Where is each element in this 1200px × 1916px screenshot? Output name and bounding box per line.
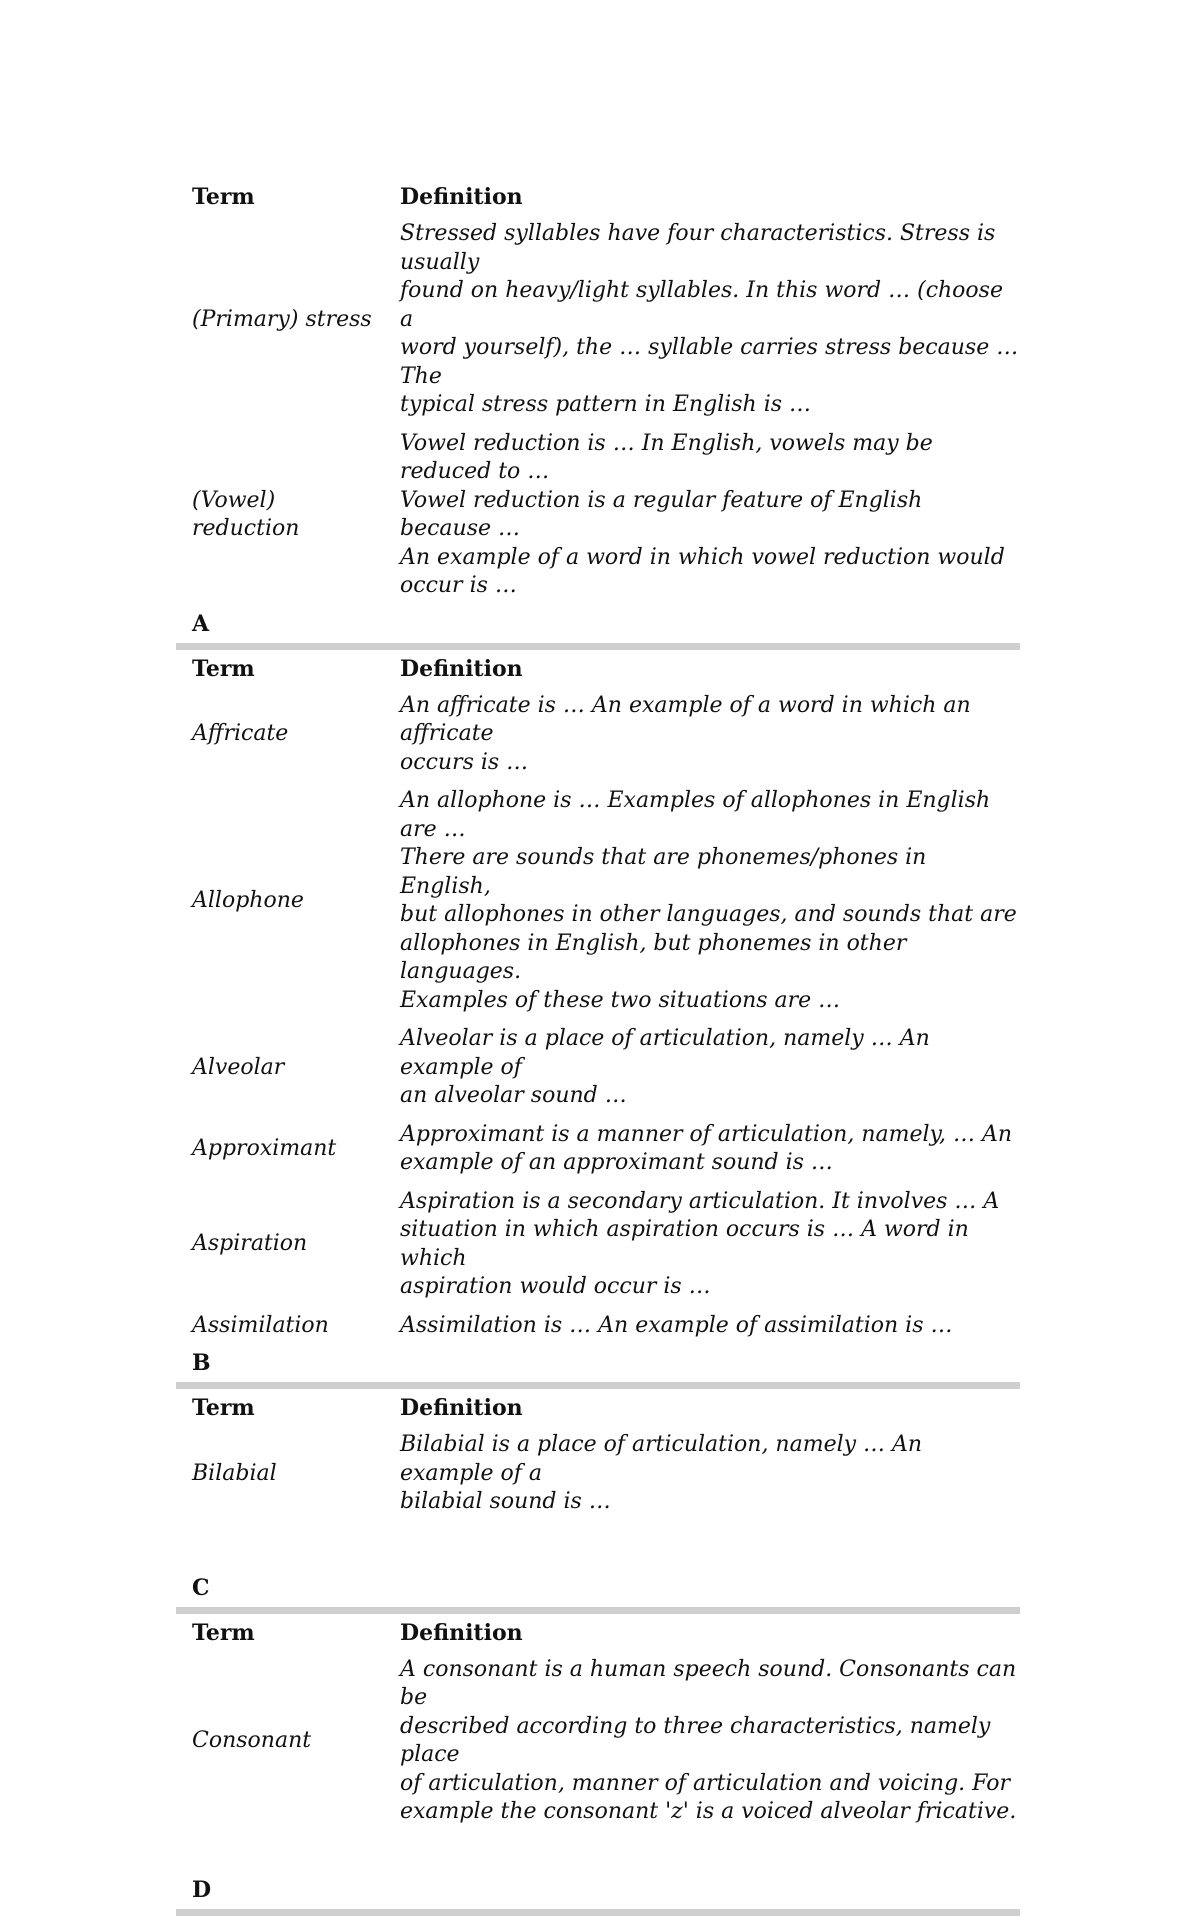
definition-header: Definition — [400, 655, 523, 682]
glossary-document — [176, 178, 1020, 1916]
term-header: Term — [192, 184, 255, 210]
term-cell: Alveolar — [192, 1054, 285, 1080]
section-letter-b: B — [192, 1350, 211, 1376]
section-divider — [176, 643, 1020, 650]
term-cell: (Vowel) reduction — [192, 487, 300, 541]
definition-cell: Vowel reduction is … In English, vowels may be reduced to … Vowel reduction is a regular feature of English because … An example of a word in which vowel reduction would occur is … — [400, 430, 1005, 598]
table-row — [176, 426, 1020, 607]
table-row — [176, 216, 1020, 426]
definition-header: Definition — [400, 184, 523, 210]
term-header: Term — [192, 1395, 255, 1421]
term-cell: Bilabial — [192, 1460, 277, 1486]
table-row — [176, 783, 1020, 1021]
term-cell: Aspiration — [192, 1231, 308, 1257]
definition-header: Definition — [400, 1395, 523, 1421]
definition-cell: Assimilation is … An example of assimilation is … — [400, 1312, 953, 1338]
glossary-section-intro — [176, 178, 1020, 607]
glossary-section-c — [176, 1614, 1020, 1873]
table-row — [176, 1184, 1020, 1308]
term-cell: (Primary) stress — [192, 306, 372, 332]
term-cell: Consonant — [192, 1727, 312, 1753]
term-header: Term — [192, 655, 255, 682]
section-divider — [176, 1607, 1020, 1614]
glossary-section-b — [176, 1389, 1020, 1571]
table-row — [176, 688, 1020, 784]
table-row — [176, 1427, 1020, 1523]
term-cell: Assimilation — [192, 1312, 329, 1338]
section-divider — [176, 1909, 1020, 1916]
table-row — [176, 1652, 1020, 1833]
table-row — [176, 1117, 1020, 1184]
table-header — [176, 650, 1020, 688]
section-letter-c: C — [192, 1574, 210, 1601]
definition-cell: Stressed syllables have four characteristics. Stress is usually found on heavy/light syllables. In this word … (choose a word yourself), the … syllable carries stress because … The typical stress pattern in English is … — [400, 221, 1019, 417]
table-row — [176, 1308, 1020, 1347]
section-spacer — [176, 1833, 1020, 1873]
table-header — [176, 1614, 1020, 1652]
table-header — [176, 1389, 1020, 1427]
section-letter-d: D — [192, 1876, 212, 1903]
term-cell: Approximant — [192, 1135, 337, 1161]
definition-header: Definition — [400, 1619, 523, 1646]
term-header: Term — [192, 1619, 255, 1646]
glossary-section-a — [176, 650, 1020, 1347]
section-letter-a: A — [192, 610, 210, 637]
definition-cell: Bilabial is a place of articulation, namely … An example of a bilabial sound is … — [400, 1432, 923, 1514]
definition-cell: An allophone is … Examples of allophones in English are … There are sounds that are phonemes/phones in English, but allophones in other languages, and sounds that are allophones in English, but phonemes in other languages. Examples of these two situations are … — [400, 788, 1017, 1013]
table-header — [176, 178, 1020, 216]
section-divider — [176, 1382, 1020, 1389]
definition-cell: Alveolar is a place of articulation, namely … An example of an alveolar sound … — [400, 1026, 930, 1108]
section-spacer — [176, 1523, 1020, 1571]
definition-cell: An affricate is … An example of a word in which an affricate occurs is … — [400, 692, 971, 775]
definition-cell: Aspiration is a secondary articulation. It involves … A situation in which aspiration occurs is … A word in which aspiration would occur is … — [400, 1188, 1000, 1299]
term-cell: Allophone — [192, 887, 304, 913]
table-row — [176, 1021, 1020, 1117]
term-cell: Affricate — [192, 721, 289, 746]
definition-cell: Approximant is a manner of articulation, namely, … An example of an approximant sound is … — [400, 1121, 1013, 1175]
definition-cell: A consonant is a human speech sound. Consonants can be described according to three characteristics, namely place of articulation, manner of articulation and voicing. For example the consonant 'z' is a voiced alveolar fricative. — [400, 1656, 1017, 1824]
